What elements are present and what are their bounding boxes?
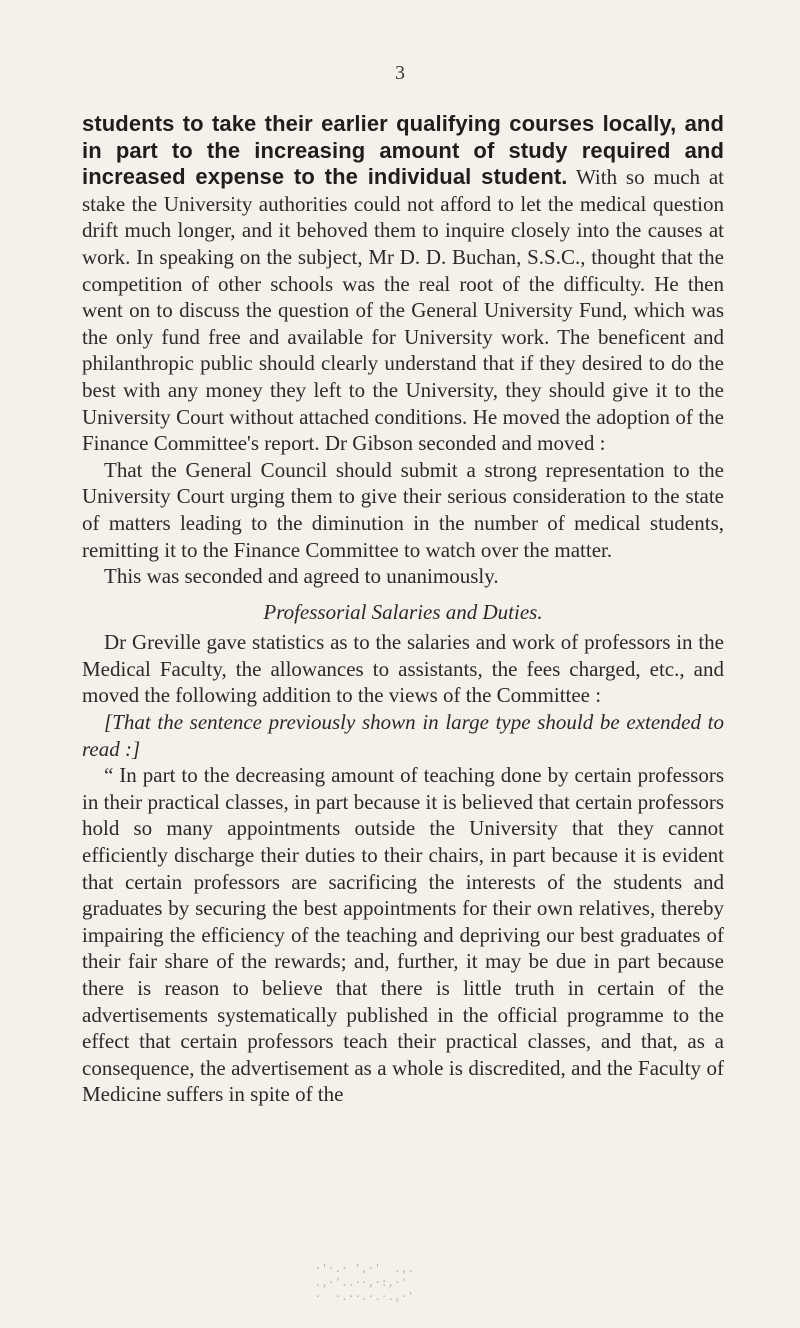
body-text [82,111,724,1108]
quote-paragraph: “ In part to the decreasing amount of teaching done by certain professors in their practical classes, in part because it is believed that certain professors hold so many appointments outside the University that they cannot efficiently discharge their duties to their chairs, in part because it is evident that certain professors are sacrificing the interests of the students and graduates by securing the best appointments for their own relatives, thereby impairing the efficiency of the teaching and depriving our best graduates of their fair share of the rewards; and, further, it may be due in part because there is reason to believe that there is little truth in certain of the advertisements systematically published in the official programme to the effect that certain professors teach their practical classes, and that, as a consequence, the advertisement as a whole is discredited, and the Faculty of Medicine suffers in spite of the [82,763,724,1107]
motion-paragraph: That the General Council should submit a strong representation to the University Court urging them to give their serious consideration to the state of matters leading to the diminution in the number of medical students, remitting it to the Finance Committee to watch over the matter. [82,457,724,562]
section-heading: Professorial Salaries and Duties. [263,599,543,624]
agreed-paragraph: This was seconded and agreed to unanimously. [104,564,499,589]
intro-rest-text: With so much at stake the University authorities could not afford to let the medical question drift much longer, and it behoved them to inquire closely into the causes at work. In speaking on the subject, Mr D. D. Buchan, S.S.C., thought that the competition of other schools was the real root of the difficulty. He then went on to discuss the question of the General University Fund, which was the only fund free and available for University work. The beneficent and philanthropic public should clearly understand that if they desired to do the best with any money they left to the University, they should give it to the University Court without attached conditions. He moved the adoption of the Finance Committee's report. Dr Gibson seconded and moved : [82,165,724,456]
bracket-note: [That the sentence previously shown in large type should be extended to read :] [82,710,724,761]
greville-paragraph: Dr Greville gave statistics as to the salaries and work of professors in the Medical Faculty, the allowances to assistants, the fees charged, etc., and moved the following addition to the views of the Committee : [82,630,724,708]
intro-paragraph [82,111,724,457]
intro-bold-text: students to take their earlier qualifying courses locally, and in part to the increasing amount of study required and increased expense to the individual student. [82,111,724,190]
library-stamp-mark: ·'·.· ',·' .,. .,·'..··,·:,·' · ·.··.·.·.,·' [314,1262,414,1303]
page-number: 3 [395,62,405,84]
